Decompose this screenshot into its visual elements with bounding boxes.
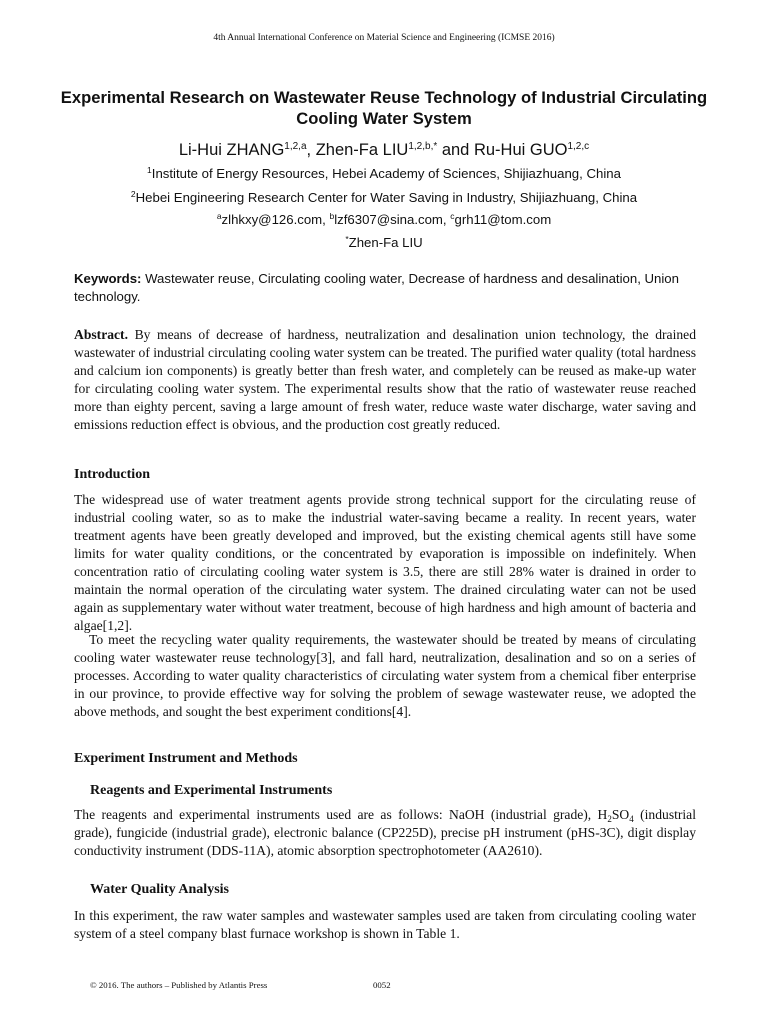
- corresponding-name: Zhen-Fa LIU: [348, 235, 423, 250]
- introduction-paragraph-2: To meet the recycling water quality requirements, the wastewater should be treated by means of circulating cooling water wastewater reuse technology[3], and fall hard, neutralization, desalination and so on a series of processes. According to water quality characteristics of circulating water system from a chemical fiber enterprise in our province, to provide effective way for solving the problem of sewage wastewater reuse, we adopted the above methods, and sought the best experiment conditions[4].: [74, 632, 696, 719]
- email-mark: b: [329, 211, 335, 221]
- subsection-heading-reagents: Reagents and Experimental Instruments: [90, 783, 333, 798]
- corresponding-mark: *: [345, 234, 349, 244]
- conference-header: 4th Annual International Conference on Material Science and Engineering (ICMSE 2016): [213, 33, 555, 43]
- affiliation-1: [0, 166, 768, 181]
- abstract: [74, 326, 696, 434]
- reagents-text: The reagents and experimental instruments used are as follows: NaOH (industrial grade), H: [74, 807, 608, 822]
- email-mark: c: [450, 211, 455, 221]
- email-address[interactable]: lzf6307@sina.com,: [334, 212, 451, 227]
- footer-page-number: 0052: [373, 980, 391, 990]
- paper-title: Experimental Research on Wastewater Reuse Technology of Industrial Circulating Cooling Water System: [60, 88, 708, 128]
- keywords-text: Wastewater reuse, Circulating cooling water, Decrease of hardness and desalination, Union technology.: [74, 271, 679, 304]
- author-separator: and: [437, 141, 474, 159]
- affiliation-text: Institute of Energy Resources, Hebei Academy of Sciences, Shijiazhuang, China: [151, 166, 621, 181]
- subsection-heading-analysis: Water Quality Analysis: [90, 882, 229, 897]
- corresponding-author: [0, 235, 768, 250]
- author-affiliation-mark: 1,2,a: [284, 141, 307, 152]
- abstract-text: By means of decrease of hardness, neutralization and desalination union technology, the drained wastewater of industrial circulating cooling water system can be treated. The purified water quality (total hardness and calcium ion components) is greatly better than fresh water, and completely can be reused as make-up water for circulating cooling water system. The experimental results show that the ratio of wastewater reuse reached more than eighty percent, saving a large amount of fresh water, reduce waste water discharge, water saving and emissions reduction effect is obvious, and the production cost greatly reduced.: [74, 327, 696, 432]
- section-heading-introduction: Introduction: [74, 467, 150, 482]
- analysis-paragraph: In this experiment, the raw water samples and wastewater samples used are taken from circulating cooling water system of a steel company blast furnace workshop is shown in Table 1.: [74, 908, 696, 941]
- chem-subscript: 4: [629, 814, 634, 824]
- author-affiliation-mark: 1,2,c: [567, 141, 590, 152]
- chem-subscript: 2: [607, 814, 612, 824]
- reagents-text: SO: [611, 807, 630, 822]
- author-name: Li-Hui ZHANG: [178, 141, 285, 159]
- author-affiliation-mark: 1,2,b,*: [408, 141, 438, 152]
- author-name: Zhen-Fa LIU: [315, 141, 409, 159]
- email-line: [0, 212, 768, 227]
- affiliation-text: Hebei Engineering Research Center for Water Saving in Industry, Shijiazhuang, China: [135, 190, 638, 205]
- introduction-paragraph-1: The widespread use of water treatment agents provide strong technical support for the circulating reuse of industrial cooling water, so as to make the industrial water-saving became a reality. In recent years, water treatment agents have been greatly developed and improved, but the existing chemical agents still have some limits for water quality conditions, or the concentrated by evaporation is impossible on indefinitely. When concentration ratio of circulating cooling water system is 3.5, there are still 28% water is drained in order to maintain the normal operation of the circulating water system. The drained circulating water can not be used again as supplementary water without water treatment, becouse of high hardness and high amount of bacteria and algae[1,2].: [74, 492, 696, 633]
- abstract-label: Abstract.: [74, 327, 128, 342]
- reagents-paragraph: [74, 806, 696, 860]
- keywords: [74, 270, 696, 306]
- affiliation-2: [0, 190, 768, 205]
- footer-copyright: © 2016. The authors – Published by Atlantis Press: [90, 980, 268, 990]
- author-name: Ru-Hui GUO: [473, 141, 568, 159]
- author-list: [0, 141, 768, 160]
- email-mark: a: [216, 211, 222, 221]
- email-address[interactable]: grh11@tom.com: [454, 212, 552, 227]
- email-address[interactable]: zlhkxy@126.com,: [221, 212, 330, 227]
- affiliation-mark: 2: [130, 189, 136, 199]
- section-heading-methods: Experiment Instrument and Methods: [74, 751, 298, 766]
- reagents-text: (industrial grade), fungicide (industrial grade), electronic balance (CP225D), precise pH instrument (pHS-3C), digit display conductivity instrument (DDS-11A), atomic absorption spectrophotometer (AA2610).: [74, 807, 696, 858]
- author-separator: ,: [306, 141, 316, 159]
- affiliation-mark: 1: [147, 165, 152, 175]
- keywords-label: Keywords:: [74, 271, 142, 286]
